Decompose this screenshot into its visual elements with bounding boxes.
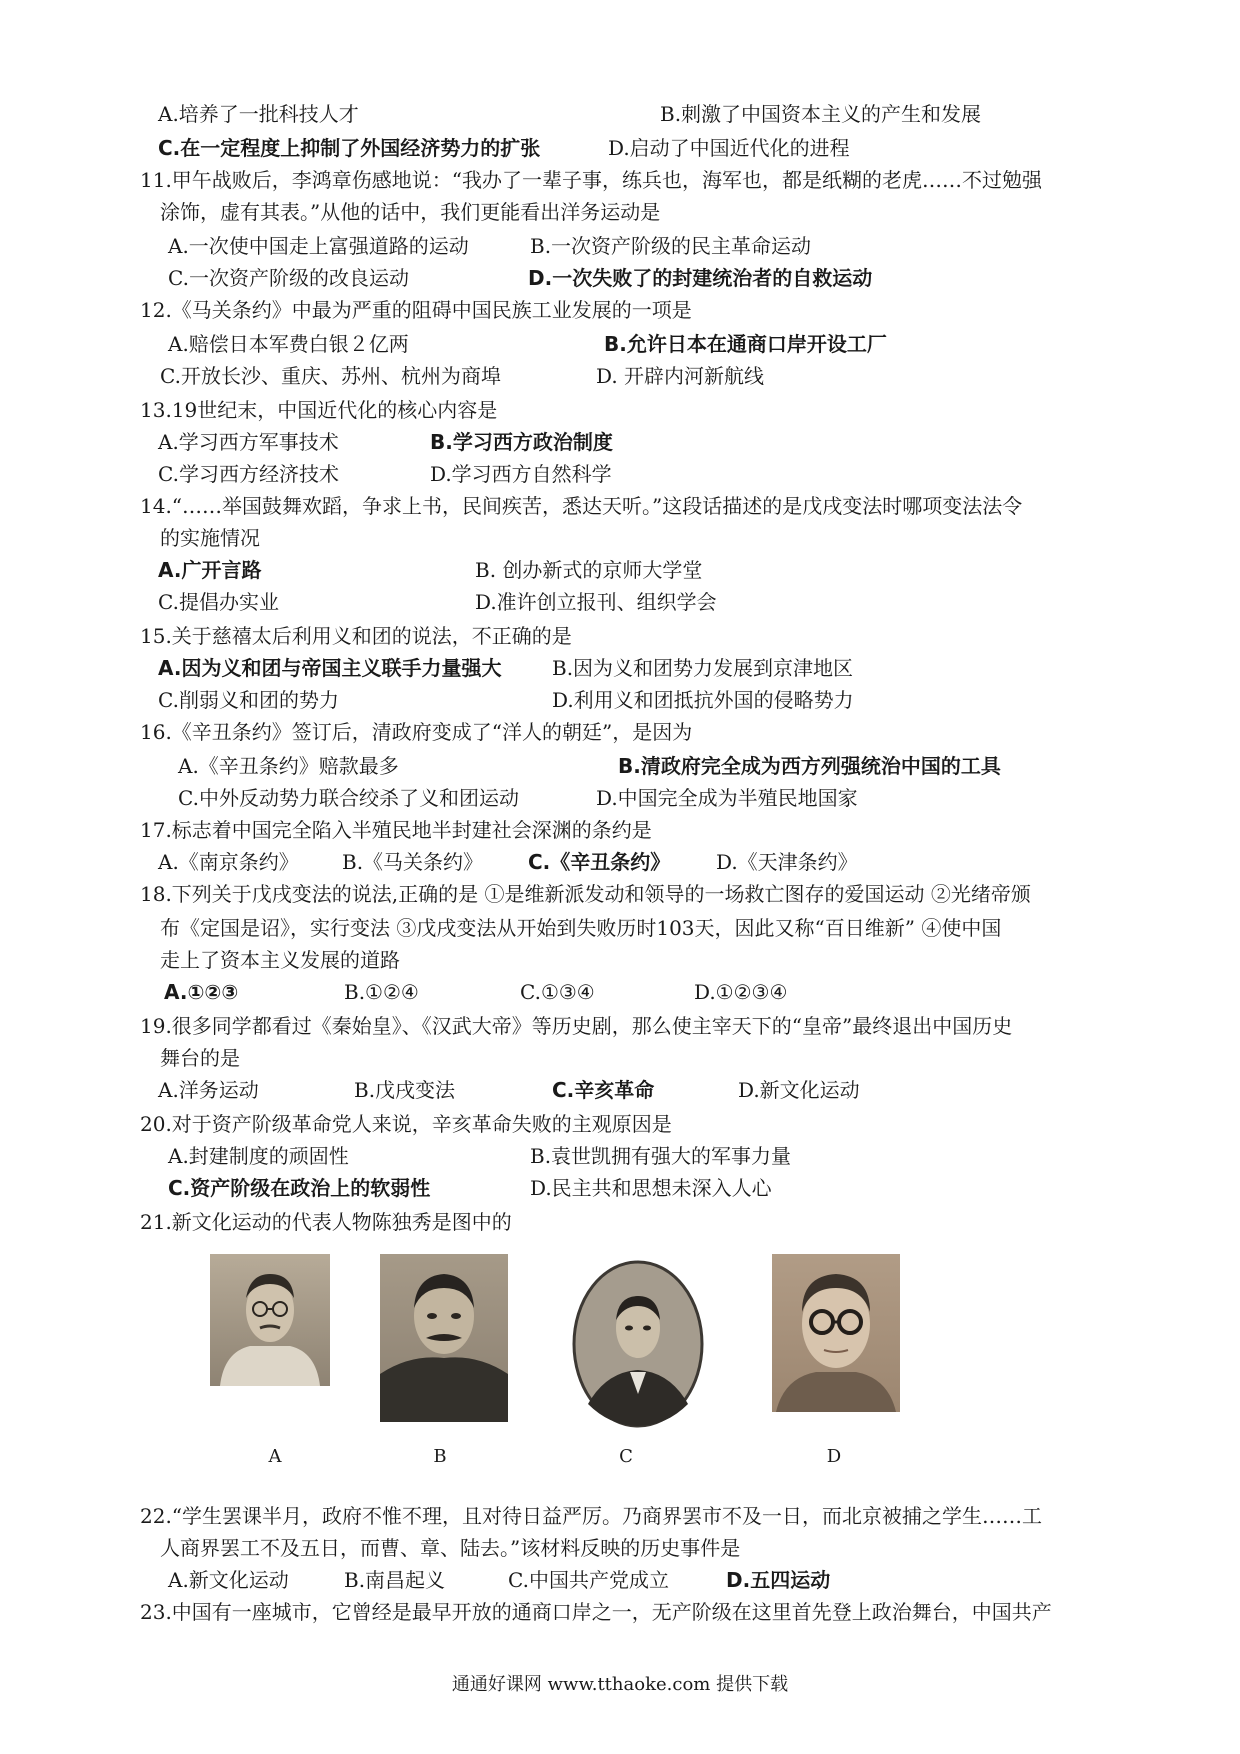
q18-option-c: C.①③④ — [520, 980, 595, 1004]
q19-option-d: D.新文化运动 — [738, 1078, 860, 1102]
q13-option-b-answer: B.学习西方政治制度 — [430, 430, 613, 454]
q19-option-b: B.戊戌变法 — [354, 1078, 456, 1102]
q23-stem-line1: 23.中国有一座城市，它曾经是最早开放的通商口岸之一，无产阶级在这里首先登上政治舞台，中国共产 — [140, 1600, 1052, 1624]
portrait-photo-d — [772, 1254, 900, 1412]
q15-stem: 15.关于慈禧太后利用义和团的说法，不正确的是 — [140, 624, 572, 648]
q22-option-c: C.中国共产党成立 — [508, 1568, 669, 1592]
q17-stem: 17.标志着中国完全陷入半殖民地半封建社会深渊的条约是 — [140, 818, 652, 842]
photo-label-d: D — [826, 1446, 842, 1467]
q12-stem: 12.《马关条约》中最为严重的阻碍中国民族工业发展的一项是 — [140, 298, 692, 322]
q17-option-d: D.《天津条约》 — [716, 850, 858, 874]
q17-option-c-answer: C.《辛丑条约》 — [528, 850, 671, 874]
q12-option-d: D. 开辟内河新航线 — [596, 364, 765, 388]
q11-option-c: C.一次资产阶级的改良运动 — [168, 266, 409, 290]
q18-option-b: B.①②④ — [344, 980, 419, 1004]
photo-label-a: A — [268, 1446, 282, 1467]
q16-option-d: D.中国完全成为半殖民地国家 — [596, 786, 858, 810]
q18-stem-line1: 18.下列关于戊戌变法的说法,正确的是 ①是维新派发动和领导的一场救亡图存的爱国运动 ②光绪帝颁 — [140, 882, 1031, 906]
q22-option-d-answer: D.五四运动 — [726, 1568, 831, 1592]
q19-stem-line2: 舞台的是 — [160, 1046, 240, 1070]
q13-option-d: D.学习西方自然科学 — [430, 462, 612, 486]
q19-stem-line1: 19.很多同学都看过《秦始皇》、《汉武大帝》等历史剧，那么使主宰天下的“皇帝”最终退出中国历史 — [140, 1014, 1013, 1038]
q14-stem-line2: 的实施情况 — [160, 526, 260, 550]
q10-option-c-answer: C.在一定程度上抑制了外国经济势力的扩张 — [158, 136, 541, 160]
q18-stem-line2: 布《定国是诏》，实行变法 ③戊戌变法从开始到失败历时103天，因此又称“百日维新” ④使中国 — [160, 916, 1002, 940]
q21-stem: 21.新文化运动的代表人物陈独秀是图中的 — [140, 1210, 512, 1234]
q15-option-d: D.利用义和团抵抗外国的侵略势力 — [552, 688, 854, 712]
q18-option-d: D.①②③④ — [694, 980, 788, 1004]
q12-option-b-answer: B.允许日本在通商口岸开设工厂 — [604, 332, 887, 356]
q13-option-c: C.学习西方经济技术 — [158, 462, 339, 486]
q13-option-a: A.学习西方军事技术 — [158, 430, 339, 454]
q22-option-a: A.新文化运动 — [168, 1568, 289, 1592]
q17-option-a: A.《南京条约》 — [158, 850, 299, 874]
q20-stem: 20.对于资产阶级革命党人来说，辛亥革命失败的主观原因是 — [140, 1112, 672, 1136]
q20-option-a: A.封建制度的顽固性 — [168, 1144, 349, 1168]
photo-label-b: B — [433, 1446, 447, 1467]
q11-option-a: A.一次使中国走上富强道路的运动 — [168, 234, 469, 258]
portrait-photo-c — [566, 1254, 710, 1434]
q15-option-a-answer: A.因为义和团与帝国主义联手力量强大 — [158, 656, 502, 680]
page-footer: 通通好课网 www.tthaoke.com 提供下载 — [451, 1674, 789, 1695]
q20-option-b: B.袁世凯拥有强大的军事力量 — [530, 1144, 792, 1168]
q14-option-b: B. 创办新式的京师大学堂 — [475, 558, 703, 582]
q14-stem-line1: 14.“……举国鼓舞欢蹈，争求上书，民间疾苦，悉达天听。”这段话描述的是戊戌变法时哪项变法法令 — [140, 494, 1023, 518]
q15-option-c: C.削弱义和团的势力 — [158, 688, 339, 712]
q17-option-b: B.《马关条约》 — [342, 850, 484, 874]
q16-option-a: A.《辛丑条约》赔款最多 — [178, 754, 399, 778]
q10-option-d: D.启动了中国近代化的进程 — [608, 136, 850, 160]
q11-option-d-answer: D.一次失败了的封建统治者的自救运动 — [528, 266, 873, 290]
q14-option-d: D.准许创立报刊、组织学会 — [475, 590, 717, 614]
q11-stem-line2: 涂饰，虚有其表。”从他的话中，我们更能看出洋务运动是 — [160, 200, 661, 224]
q11-stem-line1: 11.甲午战败后，李鸿章伤感地说：“我办了一辈子事，练兵也，海军也，都是纸糊的老虎……不过勉强 — [140, 168, 1043, 192]
q10-option-b: B.刺激了中国资本主义的产生和发展 — [660, 102, 982, 126]
q20-option-c-answer: C.资产阶级在政治上的软弱性 — [168, 1176, 431, 1200]
q10-option-a: A.培养了一批科技人才 — [158, 102, 359, 126]
q14-option-c: C.提倡办实业 — [158, 590, 279, 614]
q11-option-b: B.一次资产阶级的民主革命运动 — [530, 234, 812, 258]
q12-option-a: A.赔偿日本军费白银２亿两 — [168, 332, 409, 356]
q16-option-b-answer: B.清政府完全成为西方列强统治中国的工具 — [618, 754, 1001, 778]
q13-stem: 13.19世纪末，中国近代化的核心内容是 — [140, 398, 498, 422]
q15-option-b: B.因为义和团势力发展到京津地区 — [552, 656, 854, 680]
q22-option-b: B.南昌起义 — [344, 1568, 446, 1592]
q16-stem: 16.《辛丑条约》签订后，清政府变成了“洋人的朝廷”，是因为 — [140, 720, 693, 744]
q12-option-c: C.开放长沙、重庆、苏州、杭州为商埠 — [160, 364, 501, 388]
portrait-photo-a — [210, 1254, 330, 1386]
q22-stem-line2: 人商界罢工不及五日，而曹、章、陆去。”该材料反映的历史事件是 — [160, 1536, 741, 1560]
q19-option-c-answer: C.辛亥革命 — [552, 1078, 655, 1102]
q19-option-a: A.洋务运动 — [158, 1078, 259, 1102]
q18-stem-line3: 走上了资本主义发展的道路 — [160, 948, 400, 972]
q20-option-d: D.民主共和思想未深入人心 — [530, 1176, 772, 1200]
q22-stem-line1: 22.“学生罢课半月，政府不惟不理，且对待日益严厉。乃商界罢市不及一日，而北京被捕之学生……工 — [140, 1504, 1043, 1528]
photo-label-c: C — [619, 1446, 633, 1467]
portrait-photo-b — [380, 1254, 508, 1422]
q18-option-a-answer: A.①②③ — [164, 980, 239, 1004]
q16-option-c: C.中外反动势力联合绞杀了义和团运动 — [178, 786, 519, 810]
q14-option-a-answer: A.广开言路 — [158, 558, 262, 582]
